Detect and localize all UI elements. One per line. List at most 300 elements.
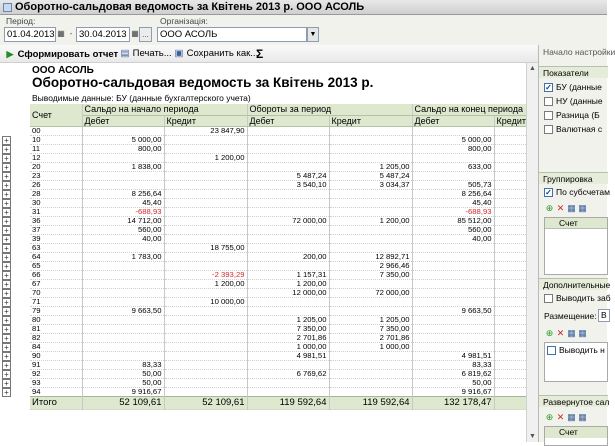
extra-toolbar [544,327,608,339]
table-row[interactable] [30,289,530,298]
opening-credit-cell[interactable] [164,388,247,397]
turnover-debit-cell[interactable] [247,199,329,208]
indicator-label-currency: Валютная с [556,124,603,134]
indicator-checkbox-bu[interactable]: ✓ [545,83,552,92]
closing-debit-cell[interactable]: 40,00 [412,235,494,244]
table-row[interactable] [30,217,530,226]
opening-credit-cell[interactable] [164,217,247,226]
account-cell[interactable]: 70 [30,289,82,298]
date-to-field[interactable]: 30.04.2013 [76,27,130,42]
expand-row-icon[interactable]: + [2,217,11,226]
scroll-down-icon[interactable]: ▼ [529,433,536,440]
expand-row-icon[interactable]: + [2,163,11,172]
account-cell[interactable]: 82 [30,334,82,343]
turnover-debit-cell[interactable]: 200,00 [247,253,329,262]
closing-debit-cell[interactable]: 85 512,00 [412,217,494,226]
table-row[interactable] [30,181,530,190]
organization-field[interactable]: ООО АСОЛЬ [157,27,307,42]
table-row[interactable] [30,226,530,235]
expand-row-icon[interactable]: + [2,370,11,379]
opening-debit-cell[interactable] [82,271,164,280]
expand-row-icon[interactable]: + [2,253,11,262]
turnover-debit-cell[interactable]: 1 000,00 [247,343,329,352]
delete-icon[interactable]: ✕ [556,412,565,422]
save-as-button[interactable] [174,47,258,61]
turnover-credit-cell[interactable]: 7 350,00 [329,271,412,280]
closing-credit-cell[interactable] [494,334,530,343]
table-row[interactable] [30,388,530,397]
turnover-debit-cell[interactable]: 1 200,00 [247,280,329,289]
turnover-debit-cell[interactable]: 1 157,31 [247,271,329,280]
account-cell[interactable]: 11 [30,145,82,154]
save-as-label: Сохранить как... [186,48,259,59]
turnover-credit-cell[interactable]: 1 000,00 [329,343,412,352]
closing-credit-cell[interactable] [494,181,530,190]
turnover-debit-cell[interactable] [247,298,329,307]
move-icon[interactable]: ▦ [578,203,587,213]
expand-row-icon[interactable]: + [2,280,11,289]
account-cell[interactable]: 71 [30,298,82,307]
turnover-credit-cell[interactable]: 1 205,00 [329,316,412,325]
account-cell[interactable]: 00 [30,127,82,136]
turnover-debit-cell[interactable] [247,235,329,244]
turnover-credit-cell[interactable]: 2 966,46 [329,262,412,271]
expand-row-icon[interactable]: + [2,145,11,154]
sum-button[interactable]: Σ [256,47,264,61]
expand-row-icon[interactable]: + [2,334,11,343]
opening-credit-cell[interactable] [164,334,247,343]
table-row[interactable] [30,316,530,325]
save-icon: ▣ [174,48,184,59]
closing-credit-cell[interactable] [494,289,530,298]
turnover-credit-cell[interactable] [329,235,412,244]
expand-row-icon[interactable]: + [2,325,11,334]
table-row[interactable] [30,163,530,172]
closing-credit-cell[interactable] [494,136,530,145]
table-row[interactable] [30,280,530,289]
closing-credit-cell[interactable] [494,370,530,379]
opening-credit-cell[interactable] [164,307,247,316]
account-cell[interactable]: 92 [30,370,82,379]
turnover-credit-cell[interactable]: 1 205,00 [329,163,412,172]
opening-credit-cell[interactable]: 18 755,00 [164,244,247,253]
table-row[interactable] [30,127,530,136]
closing-credit-cell[interactable] [494,217,530,226]
closing-credit-cell[interactable] [494,154,530,163]
closing-debit-cell[interactable]: 6 819,62 [412,370,494,379]
opening-credit-cell[interactable] [164,316,247,325]
opening-credit-cell[interactable] [164,172,247,181]
turnover-debit-cell[interactable]: 1 205,00 [247,316,329,325]
account-cell[interactable]: 36 [30,217,82,226]
opening-debit-cell[interactable]: 50,00 [82,370,164,379]
table-row[interactable] [30,172,530,181]
closing-debit-cell[interactable]: 505,73 [412,181,494,190]
opening-credit-cell[interactable]: 1 200,00 [164,154,247,163]
extra-grid[interactable] [544,342,608,382]
closing-credit-cell[interactable] [494,208,530,217]
turnover-credit-cell[interactable] [329,370,412,379]
total-turnover-debit: 119 592,64 [247,397,329,410]
by-subaccounts-checkbox[interactable]: ✓ [545,188,552,197]
account-cell[interactable]: 84 [30,343,82,352]
date-from-field[interactable]: 01.04.2013 [4,27,56,42]
turnover-debit-cell[interactable]: 4 981,51 [247,352,329,361]
turnover-credit-cell[interactable] [329,199,412,208]
expand-row-icon[interactable]: + [2,352,11,361]
account-cell[interactable]: 26 [30,181,82,190]
account-cell[interactable]: 66 [30,271,82,280]
account-cell[interactable]: 30 [30,199,82,208]
opening-credit-cell[interactable] [164,253,247,262]
total-label: Итого [30,397,82,410]
closing-debit-cell[interactable]: 50,00 [412,379,494,388]
account-cell[interactable]: 64 [30,253,82,262]
opening-credit-cell[interactable] [164,343,247,352]
account-cell[interactable]: 37 [30,226,82,235]
show-offbalance-label: Выводить заб [556,293,611,303]
closing-credit-cell[interactable] [494,298,530,307]
closing-debit-cell[interactable]: 4 981,51 [412,352,494,361]
closing-credit-cell[interactable] [494,307,530,316]
closing-credit-cell[interactable] [494,145,530,154]
opening-debit-cell[interactable]: 560,00 [82,226,164,235]
turnover-debit-cell[interactable]: 12 000,00 [247,289,329,298]
scroll-up-icon[interactable]: ▲ [529,65,536,72]
opening-credit-cell[interactable] [164,370,247,379]
turnover-credit-cell[interactable]: 3 034,37 [329,181,412,190]
expanded-grid[interactable] [544,426,608,446]
opening-credit-cell[interactable]: -2 393,29 [164,271,247,280]
opening-credit-cell[interactable] [164,208,247,217]
turnover-credit-cell[interactable]: 72 000,00 [329,289,412,298]
account-cell[interactable]: 28 [30,190,82,199]
table-row[interactable] [30,145,530,154]
table-row[interactable] [30,235,530,244]
expand-row-icon[interactable]: + [2,289,11,298]
turnover-debit-cell[interactable] [247,127,329,136]
expand-row-icon[interactable]: + [2,172,11,181]
opening-debit-cell[interactable] [82,172,164,181]
print-label: Печать... [132,48,172,59]
table-row[interactable] [30,244,530,253]
closing-credit-cell[interactable] [494,388,530,397]
opening-debit-cell[interactable]: 8 256,64 [82,190,164,199]
turnover-credit-cell[interactable]: 5 487,24 [329,172,412,181]
turnover-credit-cell[interactable] [329,136,412,145]
calendar-to-icon[interactable]: ▦ [131,29,139,38]
table-row[interactable] [30,208,530,217]
closing-credit-cell[interactable] [494,343,530,352]
opening-debit-cell[interactable]: -688,93 [82,208,164,217]
opening-debit-cell[interactable] [82,280,164,289]
table-row[interactable] [30,262,530,271]
expand-row-icon[interactable]: + [2,235,11,244]
opening-credit-cell[interactable] [164,190,247,199]
closing-debit-cell[interactable] [412,289,494,298]
turnover-debit-cell[interactable]: 6 769,62 [247,370,329,379]
turnover-debit-cell[interactable]: 5 487,24 [247,172,329,181]
opening-credit-cell[interactable]: 23 847,90 [164,127,247,136]
opening-debit-cell[interactable] [82,334,164,343]
turnover-debit-cell[interactable] [247,226,329,235]
closing-debit-cell[interactable] [412,334,494,343]
table-row[interactable] [30,307,530,316]
move-icon[interactable]: ▦ [578,328,587,338]
closing-debit-cell[interactable] [412,244,494,253]
expand-row-icon[interactable]: + [2,190,11,199]
turnover-debit-cell[interactable] [247,190,329,199]
opening-credit-cell[interactable]: 1 200,00 [164,280,247,289]
calendar-from-icon[interactable]: ▦ [57,29,65,38]
opening-debit-cell[interactable] [82,316,164,325]
add-icon[interactable]: ⊕ [545,328,554,338]
turnover-debit-cell[interactable] [247,379,329,388]
expand-row-icon[interactable]: + [2,316,11,325]
account-cell[interactable]: 20 [30,163,82,172]
opening-debit-cell[interactable]: 50,00 [82,379,164,388]
table-row[interactable] [30,199,530,208]
turnover-debit-cell[interactable] [247,136,329,145]
table-row[interactable] [30,334,530,343]
account-cell[interactable]: 31 [30,208,82,217]
opening-credit-cell[interactable] [164,136,247,145]
opening-debit-cell[interactable]: 45,40 [82,199,164,208]
indicator-label-bu: БУ (данные [556,82,602,92]
show-offbalance-checkbox[interactable] [544,294,553,303]
expand-row-icon[interactable]: + [2,181,11,190]
move-icon[interactable]: ▦ [578,412,587,422]
indicator-checkbox-diff[interactable] [544,111,553,120]
opening-debit-cell[interactable]: 800,00 [82,145,164,154]
closing-debit-cell[interactable]: 9 663,50 [412,307,494,316]
delete-icon[interactable]: ✕ [556,203,565,213]
closing-credit-cell[interactable] [494,271,530,280]
closing-credit-cell[interactable] [494,352,530,361]
closing-debit-cell[interactable] [412,271,494,280]
expand-row-icon[interactable]: + [2,136,11,145]
closing-debit-cell[interactable] [412,262,494,271]
table-row[interactable] [30,343,530,352]
expand-row-icon[interactable]: + [2,343,11,352]
opening-credit-cell[interactable]: 10 000,00 [164,298,247,307]
turnover-credit-cell[interactable] [329,127,412,136]
account-cell[interactable]: 79 [30,307,82,316]
account-cell[interactable]: 80 [30,316,82,325]
expand-row-icon[interactable]: + [2,307,11,316]
table-row[interactable] [30,325,530,334]
settings-label[interactable]: Начало настройки [543,47,615,57]
expand-row-icon[interactable]: + [2,298,11,307]
table-row[interactable] [30,136,530,145]
opening-debit-cell[interactable]: 9 663,50 [82,307,164,316]
closing-credit-cell[interactable] [494,361,530,370]
expand-row-icon[interactable]: + [2,199,11,208]
date-separator: - [69,29,73,38]
account-cell[interactable]: 12 [30,154,82,163]
turnover-credit-cell[interactable]: 1 200,00 [329,217,412,226]
opening-credit-cell[interactable] [164,352,247,361]
closing-debit-cell[interactable] [412,316,494,325]
opening-debit-cell[interactable] [82,325,164,334]
turnover-credit-cell[interactable] [329,226,412,235]
print-button[interactable] [120,47,172,61]
generate-report-button[interactable] [5,47,118,61]
opening-credit-cell[interactable] [164,226,247,235]
table-row[interactable] [30,253,530,262]
closing-credit-cell[interactable] [494,190,530,199]
opening-credit-cell[interactable] [164,361,247,370]
turnover-credit-cell[interactable] [329,361,412,370]
closing-debit-cell[interactable]: -688,93 [412,208,494,217]
account-cell[interactable]: 91 [30,361,82,370]
closing-credit-cell[interactable] [494,235,530,244]
edit-icon[interactable]: ▦ [567,203,576,213]
closing-debit-cell[interactable] [412,280,494,289]
opening-debit-cell[interactable]: 1 783,00 [82,253,164,262]
turnover-credit-cell[interactable]: 2 701,86 [329,334,412,343]
closing-debit-cell[interactable]: 8 256,64 [412,190,494,199]
opening-debit-cell[interactable] [82,289,164,298]
turnover-credit-cell[interactable] [329,145,412,154]
closing-credit-cell[interactable] [494,199,530,208]
turnover-credit-cell[interactable]: 12 892,71 [329,253,412,262]
expand-row-icon[interactable]: + [2,379,11,388]
edit-icon[interactable]: ▦ [567,412,576,422]
opening-credit-cell[interactable] [164,379,247,388]
account-cell[interactable]: 63 [30,244,82,253]
edit-icon[interactable]: ▦ [567,328,576,338]
expand-row-icon[interactable]: + [2,271,11,280]
closing-debit-cell[interactable]: 83,33 [412,361,494,370]
turnover-debit-cell[interactable]: 2 701,86 [247,334,329,343]
delete-icon[interactable]: ✕ [556,328,565,338]
turnover-credit-cell[interactable]: 7 350,00 [329,325,412,334]
turnover-credit-cell[interactable] [329,379,412,388]
indicator-checkbox-currency[interactable] [544,125,553,134]
turnover-credit-header: Кредит [329,116,412,127]
closing-debit-cell[interactable] [412,253,494,262]
account-cell[interactable]: 23 [30,172,82,181]
grouping-grid[interactable] [544,217,608,275]
opening-debit-cell[interactable]: 14 712,00 [82,217,164,226]
report-vertical-scrollbar[interactable] [526,63,538,442]
add-icon[interactable]: ⊕ [545,412,554,422]
expand-row-icon[interactable]: + [2,226,11,235]
grouping-group-label: Группировка [539,172,608,184]
closing-credit-cell[interactable] [494,163,530,172]
turnover-credit-cell[interactable] [329,298,412,307]
closing-debit-cell[interactable]: 560,00 [412,226,494,235]
period-select-button[interactable]: ... [139,27,152,42]
window-title: Оборотно-сальдовая ведомость за Квітень 2013 р. ООО АСОЛЬ [15,1,365,13]
closing-debit-cell[interactable]: 5 000,00 [412,136,494,145]
opening-debit-cell[interactable]: 40,00 [82,235,164,244]
expand-row-icon[interactable]: + [2,208,11,217]
expand-row-icon[interactable]: + [2,388,11,397]
table-row[interactable] [30,298,530,307]
indicator-checkbox-nu[interactable] [544,97,553,106]
turnover-debit-cell[interactable] [247,145,329,154]
closing-credit-cell[interactable] [494,226,530,235]
closing-credit-cell[interactable] [494,379,530,388]
turnover-credit-cell[interactable] [329,352,412,361]
closing-credit-cell[interactable] [494,262,530,271]
opening-debit-cell[interactable] [82,262,164,271]
expanded-balance-group-label: Развернутое сал [539,395,608,407]
closing-credit-cell[interactable] [494,280,530,289]
account-cell[interactable]: 93 [30,379,82,388]
closing-debit-cell[interactable]: 9 916,67 [412,388,494,397]
closing-credit-cell[interactable] [494,253,530,262]
opening-credit-cell[interactable] [164,325,247,334]
table-row[interactable] [30,190,530,199]
table-row[interactable] [30,271,530,280]
table-row[interactable] [30,361,530,370]
closing-debit-cell[interactable] [412,325,494,334]
show-row-label: Выводить н [559,345,605,355]
account-cell[interactable]: 67 [30,280,82,289]
settings-panel [538,45,615,442]
opening-credit-cell[interactable] [164,181,247,190]
opening-debit-cell[interactable]: 5 000,00 [82,136,164,145]
closing-debit-cell[interactable]: 633,00 [412,163,494,172]
account-cell[interactable]: 81 [30,325,82,334]
opening-debit-cell[interactable]: 83,33 [82,361,164,370]
expand-row-icon[interactable]: + [2,154,11,163]
account-cell[interactable]: 94 [30,388,82,397]
opening-debit-cell[interactable]: 9 916,67 [82,388,164,397]
turnover-debit-cell[interactable] [247,154,329,163]
closing-debit-cell[interactable]: 800,00 [412,145,494,154]
turnover-debit-cell[interactable]: 3 540,10 [247,181,329,190]
table-row[interactable] [30,352,530,361]
expand-row-icon[interactable]: + [2,262,11,271]
opening-credit-cell[interactable] [164,163,247,172]
organization-dropdown-icon[interactable]: ▼ [307,27,319,42]
account-cell[interactable]: 10 [30,136,82,145]
closing-credit-cell[interactable] [494,316,530,325]
report-title: Оборотно-сальдовая ведомость за Квітень 2013 р. [32,75,374,90]
expand-row-icon[interactable]: + [2,361,11,370]
table-row[interactable] [30,370,530,379]
account-cell[interactable]: 90 [30,352,82,361]
opening-debit-cell[interactable]: 1 838,00 [82,163,164,172]
opening-debit-cell[interactable] [82,343,164,352]
opening-credit-cell[interactable] [164,199,247,208]
placement-select[interactable]: В [598,309,610,322]
expand-row-icon[interactable]: + [2,244,11,253]
turnover-credit-cell[interactable] [329,388,412,397]
table-row[interactable] [30,379,530,388]
account-cell[interactable]: 65 [30,262,82,271]
col-account-header: Счет [30,104,82,127]
closing-credit-cell[interactable] [494,325,530,334]
closing-debit-cell[interactable]: 45,40 [412,199,494,208]
turnover-debit-cell[interactable]: 7 350,00 [247,325,329,334]
turnover-credit-cell[interactable] [329,190,412,199]
show-row-checkbox[interactable] [547,346,556,355]
closing-credit-cell[interactable] [494,172,530,181]
account-cell[interactable]: 39 [30,235,82,244]
period-label: Період: [6,16,36,26]
add-icon[interactable]: ⊕ [545,203,554,213]
turnover-debit-cell[interactable] [247,388,329,397]
table-row[interactable] [30,154,530,163]
closing-credit-cell[interactable] [494,244,530,253]
closing-credit-cell[interactable] [494,127,530,136]
turnover-debit-cell[interactable]: 72 000,00 [247,217,329,226]
